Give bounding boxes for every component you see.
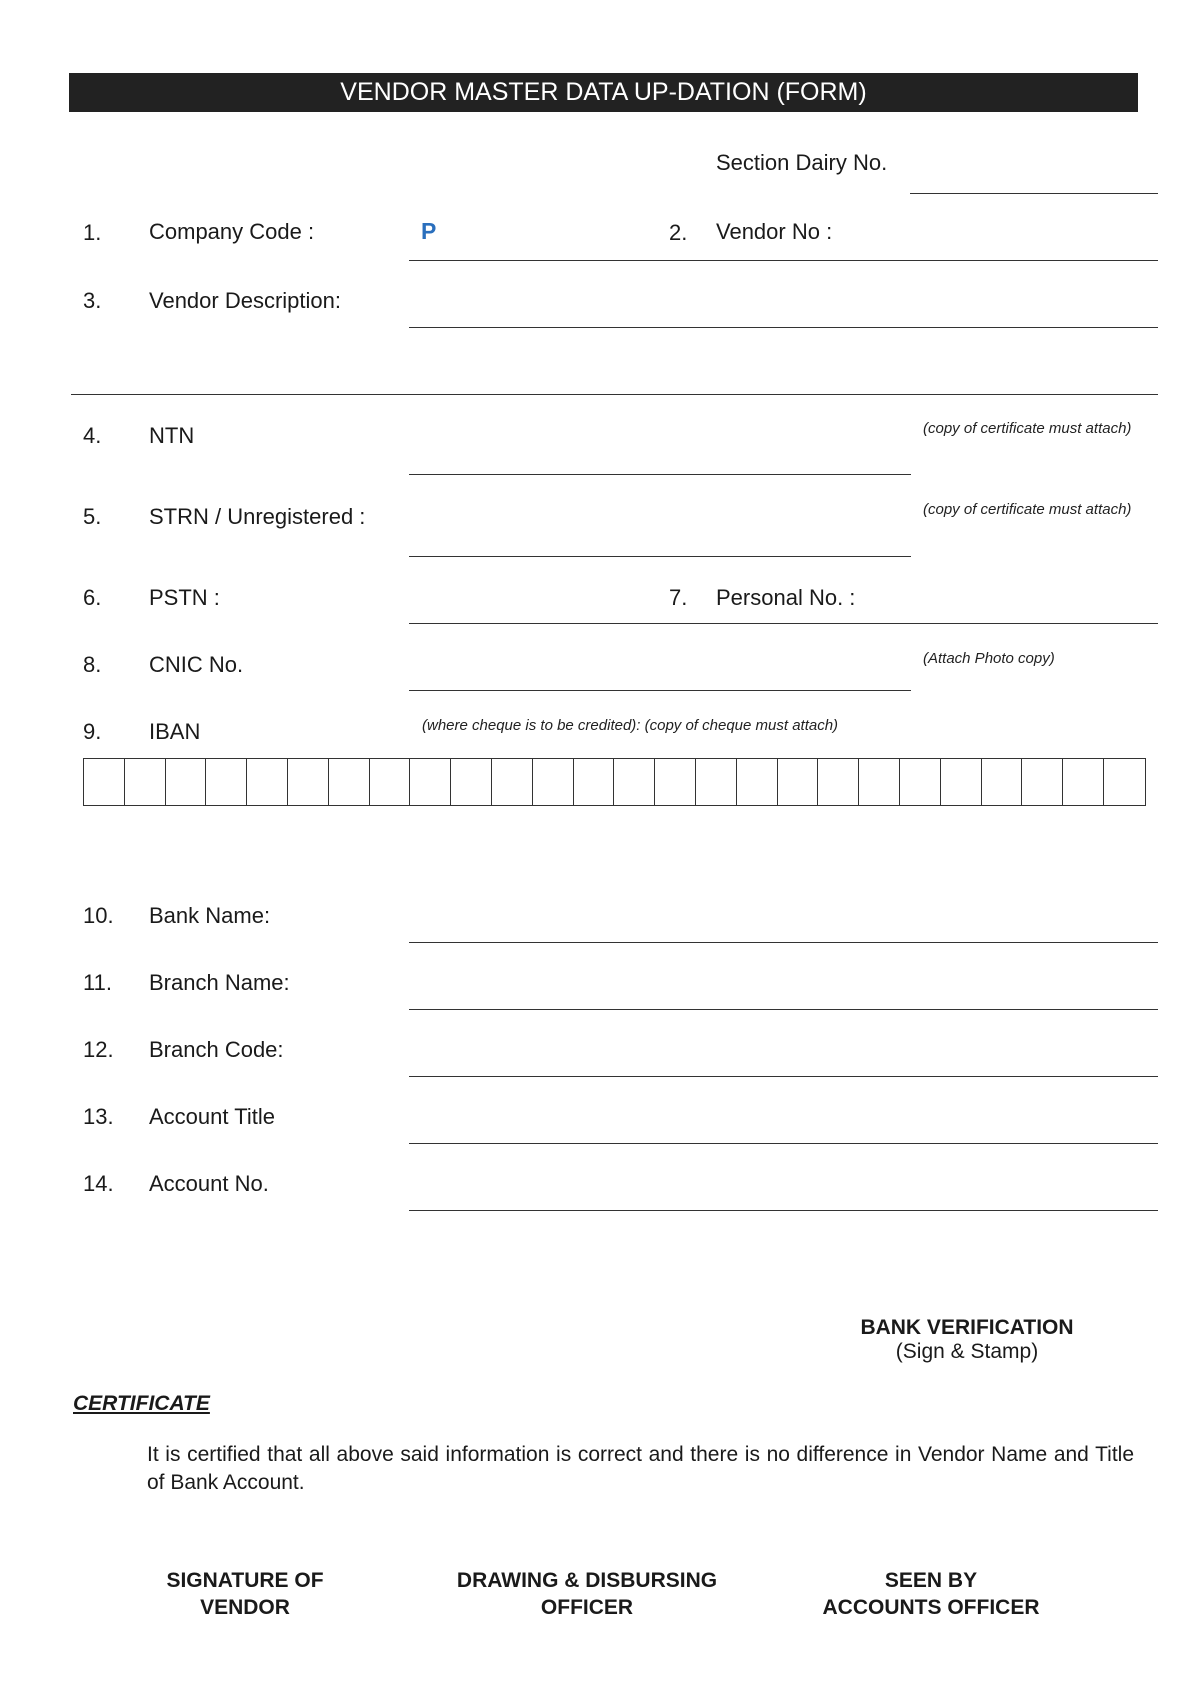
company-vendor-field-line[interactable] [409,260,1158,261]
field-number-11: 11. [83,970,112,995]
vendor-description-label: Vendor Description: [149,288,341,313]
accounts-officer-line1: SEEN BY [884,1569,978,1592]
field-number-12: 12. [83,1037,114,1062]
iban-boxes [83,758,1146,806]
iban-note: (where cheque is to be credited): (copy of cheque must attach) [422,717,839,734]
section-dairy-field[interactable] [910,193,1158,194]
account-no-label: Account No. [149,1171,269,1196]
accounts-officer-block [781,1567,1081,1621]
section-dairy-label: Section Dairy No. [716,150,888,175]
iban-box[interactable] [982,759,1023,805]
strn-note: (copy of certificate must attach) [923,501,1132,518]
branch-name-label: Branch Name: [149,970,290,995]
iban-box[interactable] [84,759,125,805]
bank-verification-title: BANK VERIFICATION [860,1316,1074,1339]
field-number-13: 13. [83,1104,114,1129]
cnic-field[interactable] [409,690,911,691]
bank-verification-subtitle: (Sign & Stamp) [895,1340,1039,1363]
personal-no-label: Personal No. : [716,585,856,610]
field-number-4: 4. [83,423,102,448]
iban-box[interactable] [533,759,574,805]
certificate-text: It is certified that all above said information is correct and there is no difference in Vendor Name and Title of Bank Account. [147,1443,1134,1494]
iban-box[interactable] [574,759,615,805]
strn-field[interactable] [409,556,911,557]
iban-box[interactable] [818,759,859,805]
iban-box[interactable] [247,759,288,805]
account-no-field[interactable] [409,1210,1158,1211]
ntn-field[interactable] [409,474,911,475]
branch-code-field[interactable] [409,1076,1158,1077]
accounts-officer-line2: ACCOUNTS OFFICER [822,1596,1040,1619]
company-code-label: Company Code : [149,219,315,244]
iban-box[interactable] [451,759,492,805]
iban-box[interactable] [1022,759,1063,805]
iban-box[interactable] [614,759,655,805]
vendor-signature-line1: SIGNATURE OF [166,1569,324,1592]
iban-box[interactable] [288,759,329,805]
cnic-note: (Attach Photo copy) [923,650,1055,667]
bank-name-field[interactable] [409,942,1158,943]
pstn-personal-field-line[interactable] [409,623,1158,624]
iban-box[interactable] [125,759,166,805]
field-number-1: 1. [83,220,102,245]
field-number-14: 14. [83,1171,114,1196]
account-title-field[interactable] [409,1143,1158,1144]
ntn-note: (copy of certificate must attach) [923,420,1132,437]
field-number-5: 5. [83,504,102,529]
company-code-value[interactable]: P [421,218,437,244]
field-number-7: 7. [669,585,688,610]
field-number-2: 2. [669,220,688,245]
form-title: VENDOR MASTER DATA UP-DATION (FORM) [69,73,1138,112]
iban-box[interactable] [778,759,819,805]
iban-box[interactable] [900,759,941,805]
iban-label: IBAN [149,719,201,744]
iban-box[interactable] [370,759,411,805]
cnic-label: CNIC No. [149,652,244,677]
iban-box[interactable] [166,759,207,805]
iban-box[interactable] [206,759,247,805]
account-title-label: Account Title [149,1104,275,1129]
iban-box[interactable] [410,759,451,805]
ddo-signature-line2: OFFICER [540,1596,634,1619]
vendor-signature-line2: VENDOR [200,1596,290,1619]
bank-name-label: Bank Name: [149,903,271,928]
strn-label: STRN / Unregistered : [149,504,366,529]
ddo-signature-line1: DRAWING & DISBURSING [456,1569,718,1592]
iban-box[interactable] [329,759,370,805]
field-number-8: 8. [83,652,102,677]
ntn-label: NTN [149,423,195,448]
iban-box[interactable] [1104,759,1145,805]
branch-code-label: Branch Code: [149,1037,284,1062]
iban-box[interactable] [696,759,737,805]
iban-box[interactable] [737,759,778,805]
iban-box[interactable] [859,759,900,805]
branch-name-field[interactable] [409,1009,1158,1010]
vendor-description-field[interactable] [409,327,1158,328]
iban-box[interactable] [1063,759,1104,805]
vendor-signature-block [120,1567,370,1621]
pstn-label: PSTN : [149,585,220,610]
field-number-10: 10. [83,903,114,928]
iban-box[interactable] [941,759,982,805]
vendor-no-label: Vendor No : [716,219,833,244]
ddo-signature-block [437,1567,737,1621]
field-number-9: 9. [83,719,102,744]
field-number-6: 6. [83,585,102,610]
iban-box[interactable] [655,759,696,805]
certificate-heading: CERTIFICATE [73,1392,210,1415]
vendor-description-field-line2[interactable] [71,394,1158,395]
iban-box[interactable] [492,759,533,805]
field-number-3: 3. [83,288,102,313]
